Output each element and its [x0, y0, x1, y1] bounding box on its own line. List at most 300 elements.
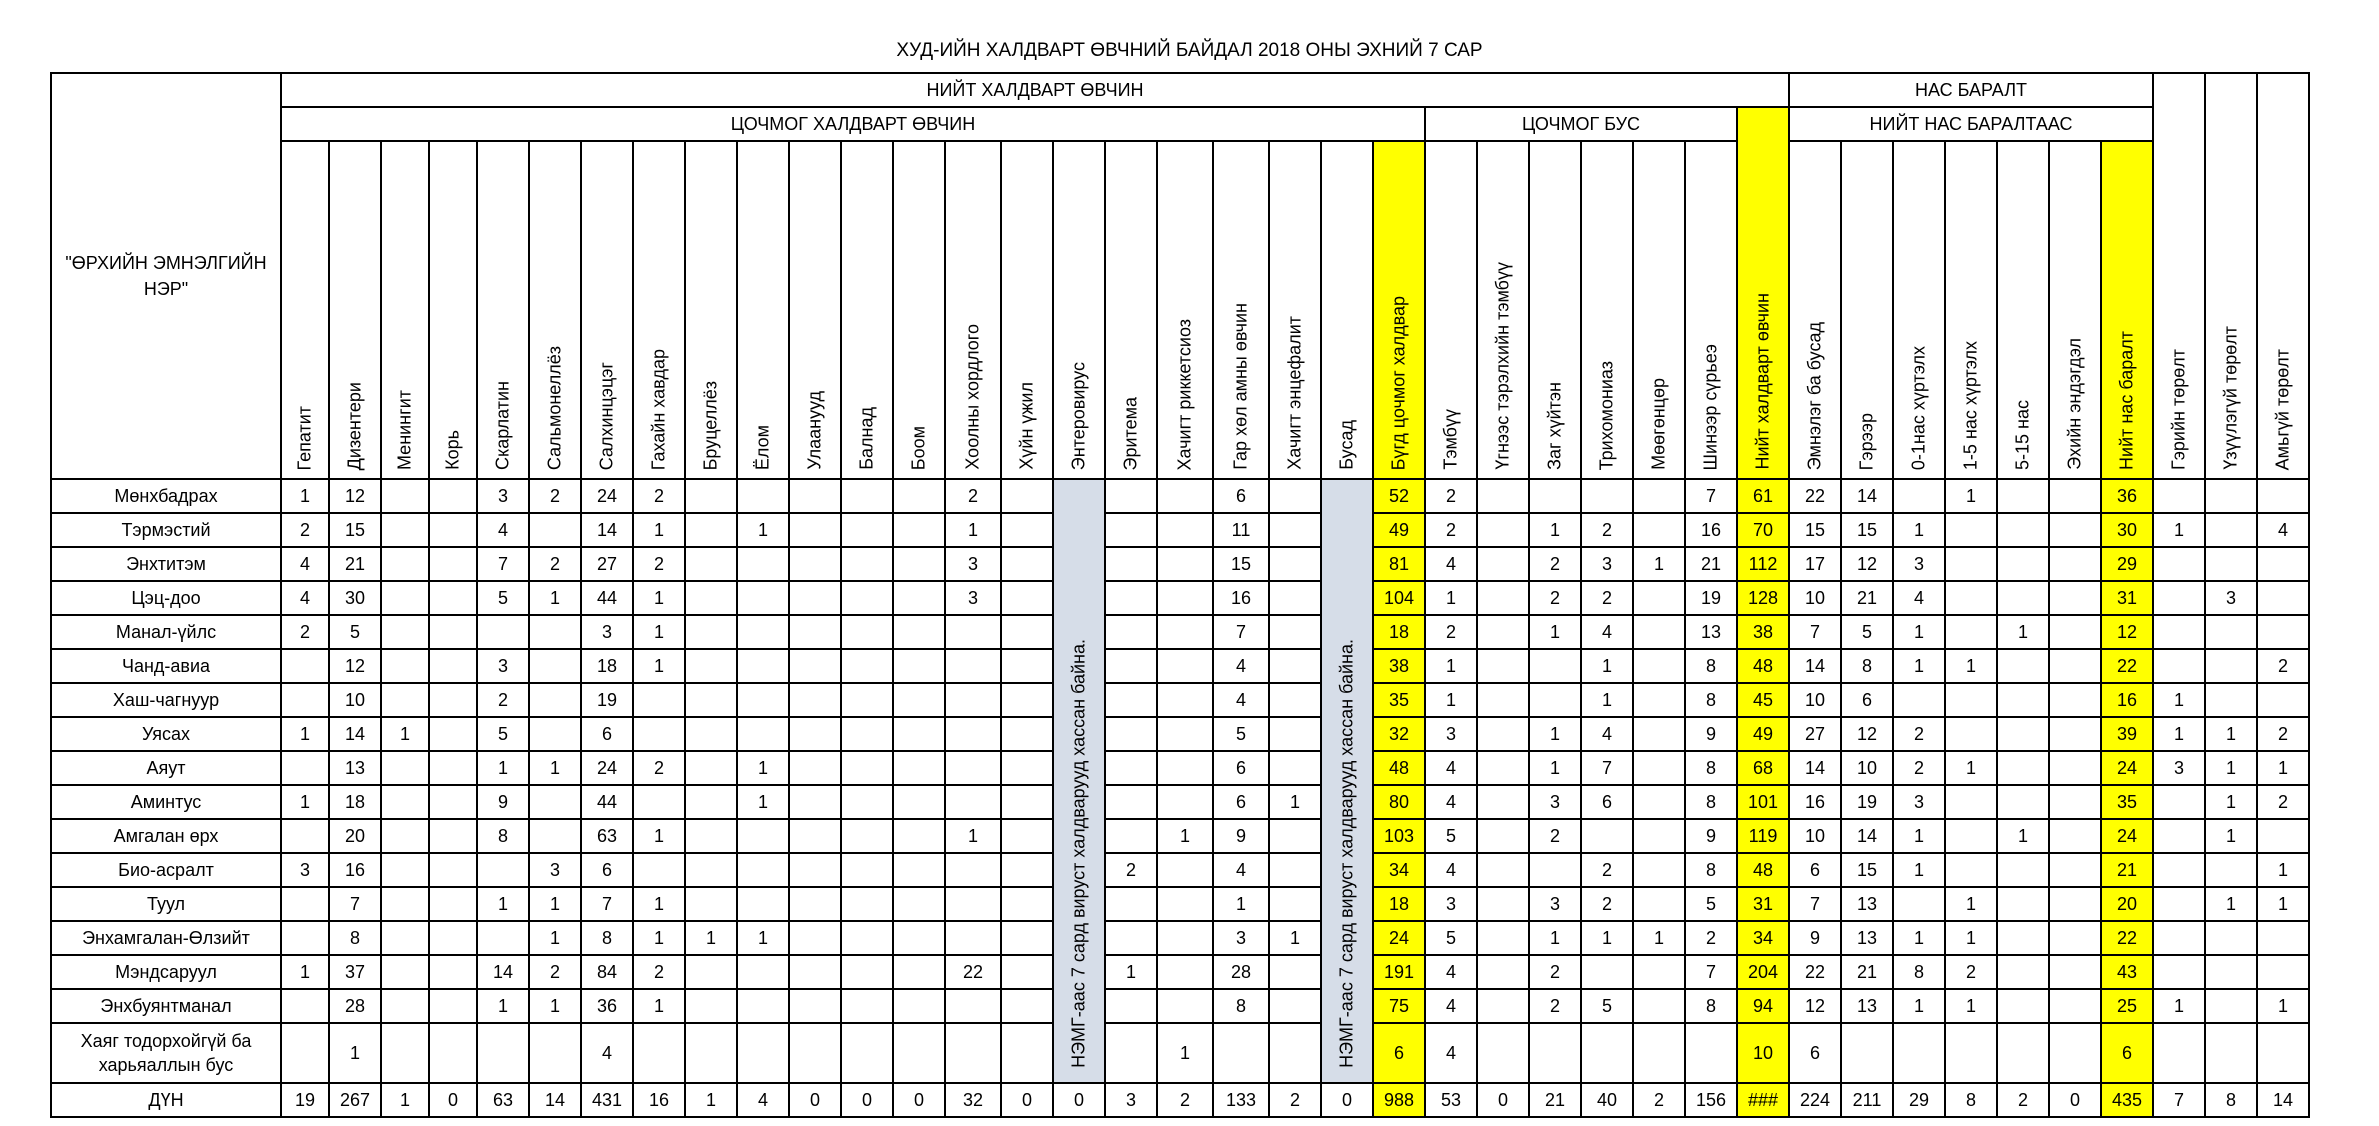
col-header-37: Үзүүлэгүй төрөлт — [2205, 73, 2257, 479]
cell — [685, 1023, 737, 1083]
total-cell: 0 — [1321, 1083, 1373, 1117]
cell: 1 — [1529, 751, 1581, 785]
cell — [2049, 649, 2101, 683]
cell: 8 — [1841, 649, 1893, 683]
cell — [1477, 955, 1529, 989]
cell: 1 — [1893, 819, 1945, 853]
cell — [281, 683, 329, 717]
cell: 6 — [1213, 785, 1269, 819]
cell: 103 — [1373, 819, 1425, 853]
cell: 24 — [1373, 921, 1425, 955]
cell — [1893, 1023, 1945, 1083]
cell — [429, 955, 477, 989]
col-header-27: Шинээр сүрьеэ — [1685, 141, 1737, 479]
total-cell: 431 — [581, 1083, 633, 1117]
cell — [2205, 1023, 2257, 1083]
cell — [381, 581, 429, 615]
cell — [1269, 547, 1321, 581]
cell — [685, 581, 737, 615]
cell — [429, 887, 477, 921]
cell: 1 — [1529, 513, 1581, 547]
cell — [737, 717, 789, 751]
cell: 49 — [1737, 717, 1789, 751]
cell — [1001, 581, 1053, 615]
cell: 1 — [1157, 1023, 1213, 1083]
cell: 1 — [1893, 989, 1945, 1023]
cell: 2 — [2257, 649, 2309, 683]
cell — [1269, 649, 1321, 683]
cell: 5 — [477, 717, 529, 751]
cell — [633, 853, 685, 887]
cell: 128 — [1737, 581, 1789, 615]
col-header-11: Балнад — [841, 141, 893, 479]
cell — [1001, 819, 1053, 853]
cell — [841, 819, 893, 853]
cell — [1477, 547, 1529, 581]
cell — [737, 1023, 789, 1083]
cell: 2 — [1893, 717, 1945, 751]
cell — [381, 989, 429, 1023]
acute-header: ЦОЧМОГ ХАЛДВАРТ ӨВЧИН — [281, 107, 1425, 141]
cell — [841, 955, 893, 989]
cell — [789, 1023, 841, 1083]
cell: 4 — [1425, 989, 1477, 1023]
cell — [477, 921, 529, 955]
cell — [685, 853, 737, 887]
cell: 22 — [1789, 479, 1841, 513]
cell — [1633, 717, 1685, 751]
hospital-name: Амгалан өрх — [51, 819, 281, 853]
col-header-22: Тэмбүү — [1425, 141, 1477, 479]
cell — [2205, 615, 2257, 649]
cell: 27 — [1789, 717, 1841, 751]
total-cell: 133 — [1213, 1083, 1269, 1117]
cell — [1633, 1023, 1685, 1083]
cell — [685, 887, 737, 921]
cell: 2 — [633, 547, 685, 581]
cell — [429, 921, 477, 955]
cell: 4 — [1581, 615, 1633, 649]
cell: 70 — [1737, 513, 1789, 547]
cell: 24 — [581, 751, 633, 785]
cell — [2257, 921, 2309, 955]
cell: 2 — [1581, 887, 1633, 921]
cell: 35 — [1373, 683, 1425, 717]
cell — [789, 819, 841, 853]
total-cell: 988 — [1373, 1083, 1425, 1117]
cell: 2 — [633, 751, 685, 785]
cell: 7 — [1685, 955, 1737, 989]
total-cell: 156 — [1685, 1083, 1737, 1117]
cell — [1945, 1023, 1997, 1083]
cell — [1105, 649, 1157, 683]
cell: 8 — [1213, 989, 1269, 1023]
cell — [1157, 581, 1213, 615]
cell — [1945, 615, 1997, 649]
cell — [1105, 513, 1157, 547]
cell — [429, 989, 477, 1023]
cell — [1997, 717, 2049, 751]
cell: 12 — [2101, 615, 2153, 649]
cell — [945, 683, 1001, 717]
cell — [429, 853, 477, 887]
cell — [1997, 1023, 2049, 1083]
cell: 14 — [477, 955, 529, 989]
cell — [1633, 989, 1685, 1023]
cell — [2049, 921, 2101, 955]
cell — [429, 513, 477, 547]
cell — [789, 479, 841, 513]
cell — [2049, 547, 2101, 581]
cell: 1 — [1425, 649, 1477, 683]
cell — [1529, 853, 1581, 887]
total-cell: 211 — [1841, 1083, 1893, 1117]
cell — [429, 785, 477, 819]
total-cell: 8 — [1945, 1083, 1997, 1117]
cell — [1477, 649, 1529, 683]
cell: 1 — [1269, 921, 1321, 955]
cell: 22 — [945, 955, 1001, 989]
cell — [1529, 683, 1581, 717]
cell: 2 — [529, 479, 581, 513]
hospital-name: Туул — [51, 887, 281, 921]
cell — [893, 581, 945, 615]
cell — [893, 513, 945, 547]
cell — [841, 615, 893, 649]
cell — [281, 649, 329, 683]
hospital-name: Энхтитэм — [51, 547, 281, 581]
cell — [1105, 547, 1157, 581]
cell: 15 — [329, 513, 381, 547]
total-cell: 63 — [477, 1083, 529, 1117]
cell: 1 — [1997, 819, 2049, 853]
col-header-35: Нийт нас баралт — [2101, 141, 2153, 479]
cell: 12 — [329, 479, 381, 513]
cell: 1 — [633, 649, 685, 683]
cell — [1001, 547, 1053, 581]
col-header-29: Эмнэлэг ба бусад — [1789, 141, 1841, 479]
cell — [1997, 785, 2049, 819]
cell — [893, 751, 945, 785]
non-acute-header: ЦОЧМОГ БУС — [1425, 107, 1737, 141]
cell — [1997, 683, 2049, 717]
cell — [281, 751, 329, 785]
cell: 1 — [2205, 819, 2257, 853]
cell — [1633, 785, 1685, 819]
col-header-15: Энтеровирус — [1053, 141, 1105, 479]
cell: 2 — [1581, 581, 1633, 615]
cell — [1001, 479, 1053, 513]
cell — [633, 785, 685, 819]
cell — [685, 615, 737, 649]
cell: 21 — [329, 547, 381, 581]
cell: 104 — [1373, 581, 1425, 615]
table-row — [51, 955, 2309, 989]
cell — [1157, 887, 1213, 921]
cell — [1997, 887, 2049, 921]
cell — [1269, 1023, 1321, 1083]
cell — [1997, 513, 2049, 547]
cell: 12 — [329, 649, 381, 683]
cell: 1 — [2153, 513, 2205, 547]
cell: 18 — [581, 649, 633, 683]
cell: 2 — [1945, 955, 1997, 989]
cell: 1 — [281, 785, 329, 819]
cell: 1 — [2153, 683, 2205, 717]
cell — [789, 955, 841, 989]
cell — [381, 921, 429, 955]
col-header-36: Гэрийн төрөлт — [2153, 73, 2205, 479]
hospital-name: Энхбуянтманал — [51, 989, 281, 1023]
cell — [2205, 955, 2257, 989]
cell — [1269, 751, 1321, 785]
hospital-name: Био-асралт — [51, 853, 281, 887]
cell: 3 — [529, 853, 581, 887]
cell: 4 — [1425, 1023, 1477, 1083]
total-cell: 19 — [281, 1083, 329, 1117]
cell: 7 — [1581, 751, 1633, 785]
cell: 14 — [1789, 649, 1841, 683]
cell — [1105, 989, 1157, 1023]
cell: 10 — [1737, 1023, 1789, 1083]
cell — [2049, 955, 2101, 989]
cell: 2 — [1105, 853, 1157, 887]
cell: 3 — [1529, 785, 1581, 819]
cell — [893, 717, 945, 751]
cell — [1157, 785, 1213, 819]
cell — [2153, 581, 2205, 615]
cell — [1105, 717, 1157, 751]
cell — [841, 547, 893, 581]
cell: 2 — [1425, 513, 1477, 547]
cell — [2049, 989, 2101, 1023]
cell — [685, 819, 737, 853]
cell: 21 — [2101, 853, 2153, 887]
cell — [1269, 581, 1321, 615]
col-header-19: Хачигт энцефалит — [1269, 141, 1321, 479]
cell — [2205, 479, 2257, 513]
cell: 21 — [1841, 955, 1893, 989]
cell: 37 — [329, 955, 381, 989]
cell: 3 — [945, 581, 1001, 615]
cell — [429, 717, 477, 751]
cell: 21 — [1841, 581, 1893, 615]
cell: 4 — [1213, 683, 1269, 717]
cell — [1633, 513, 1685, 547]
cell — [477, 853, 529, 887]
cell — [2153, 785, 2205, 819]
total-cell: 0 — [893, 1083, 945, 1117]
hospital-name: Чанд-авиа — [51, 649, 281, 683]
cell — [945, 853, 1001, 887]
cell: 8 — [477, 819, 529, 853]
cell: 5 — [329, 615, 381, 649]
cell: 2 — [1581, 513, 1633, 547]
cell: 7 — [1685, 479, 1737, 513]
cell — [1105, 751, 1157, 785]
hospital-name: Хаш-чагнуур — [51, 683, 281, 717]
cell: 1 — [2257, 989, 2309, 1023]
cell — [1105, 921, 1157, 955]
col-header-8: Бруцеллёз — [685, 141, 737, 479]
cell: 4 — [2257, 513, 2309, 547]
col-header-31: 0-1нас хүртэлх — [1893, 141, 1945, 479]
cell: 18 — [329, 785, 381, 819]
cell: 1 — [1633, 921, 1685, 955]
cell: 75 — [1373, 989, 1425, 1023]
cell: 7 — [581, 887, 633, 921]
cell — [1633, 819, 1685, 853]
cell — [281, 921, 329, 955]
cell: 15 — [1841, 513, 1893, 547]
col-header-20: Бусад — [1321, 141, 1373, 479]
cell: 5 — [1425, 921, 1477, 955]
cell — [893, 955, 945, 989]
cell: 2 — [281, 513, 329, 547]
cell: 12 — [1789, 989, 1841, 1023]
cell — [1001, 683, 1053, 717]
cell — [2049, 1023, 2101, 1083]
cell: 1 — [1893, 921, 1945, 955]
cell — [893, 853, 945, 887]
cell: 112 — [1737, 547, 1789, 581]
cell — [1157, 547, 1213, 581]
total-cell: 40 — [1581, 1083, 1633, 1117]
cell — [1633, 887, 1685, 921]
cell: 1 — [633, 921, 685, 955]
col-header-21: Бүгд цочмог халдвар — [1373, 141, 1425, 479]
cell — [281, 1023, 329, 1083]
cell: 4 — [1425, 955, 1477, 989]
cell — [685, 547, 737, 581]
cell: 13 — [1841, 989, 1893, 1023]
col-header-18: Гар хөл амны өвчин — [1213, 141, 1269, 479]
cell — [1269, 717, 1321, 751]
cell — [945, 1023, 1001, 1083]
cell: 1 — [1529, 615, 1581, 649]
cell: 1 — [1893, 513, 1945, 547]
cell: 1 — [737, 921, 789, 955]
cell — [737, 683, 789, 717]
cell — [429, 683, 477, 717]
cell — [1157, 683, 1213, 717]
total-cell: 0 — [1053, 1083, 1105, 1117]
cell: 80 — [1373, 785, 1425, 819]
cell: 38 — [1373, 649, 1425, 683]
cell: 1 — [2257, 887, 2309, 921]
deaths-header: НАС БАРАЛТ — [1789, 73, 2153, 107]
hospital-name: Уясах — [51, 717, 281, 751]
cell — [1633, 683, 1685, 717]
cell: 1 — [1213, 887, 1269, 921]
cell: 81 — [1373, 547, 1425, 581]
cell: 1 — [2153, 717, 2205, 751]
table-row — [51, 615, 2309, 649]
cell — [2153, 921, 2205, 955]
cell: 30 — [2101, 513, 2153, 547]
cell — [1157, 513, 1213, 547]
cell — [633, 717, 685, 751]
cell: 16 — [329, 853, 381, 887]
cell — [685, 785, 737, 819]
cell — [2153, 649, 2205, 683]
cell — [1269, 683, 1321, 717]
cell: 1 — [529, 887, 581, 921]
cell — [1001, 751, 1053, 785]
cell — [841, 683, 893, 717]
cell — [1945, 683, 1997, 717]
cell — [381, 513, 429, 547]
cell — [789, 717, 841, 751]
cell: 44 — [581, 581, 633, 615]
cell — [893, 819, 945, 853]
cell: 18 — [1373, 887, 1425, 921]
cell — [1477, 615, 1529, 649]
cell: 1 — [737, 785, 789, 819]
cell: 8 — [1893, 955, 1945, 989]
cell — [429, 751, 477, 785]
cell — [737, 649, 789, 683]
cell — [789, 683, 841, 717]
cell: 19 — [581, 683, 633, 717]
cell — [477, 615, 529, 649]
cell — [841, 649, 893, 683]
cell: 1 — [1945, 887, 1997, 921]
cell — [1841, 1023, 1893, 1083]
cell — [1633, 751, 1685, 785]
cell: 15 — [1789, 513, 1841, 547]
col-header-38: Амьгүй төрөлт — [2257, 73, 2309, 479]
cell: 39 — [2101, 717, 2153, 751]
cell — [381, 785, 429, 819]
cell: 2 — [477, 683, 529, 717]
cell: 1 — [2205, 751, 2257, 785]
cell — [2153, 955, 2205, 989]
total-cell: 8 — [2205, 1083, 2257, 1117]
cell: 3 — [477, 479, 529, 513]
cell — [2257, 581, 2309, 615]
cell — [945, 615, 1001, 649]
cell: 10 — [1789, 581, 1841, 615]
total-cell: 14 — [2257, 1083, 2309, 1117]
cell: 32 — [1373, 717, 1425, 751]
cell: 34 — [1737, 921, 1789, 955]
hospital-name: Тэрмэстий — [51, 513, 281, 547]
hospital-name: Цэц-доо — [51, 581, 281, 615]
cell: 1 — [1945, 751, 1997, 785]
cell: 2 — [281, 615, 329, 649]
cell: 24 — [581, 479, 633, 513]
cell: 8 — [1685, 683, 1737, 717]
cell — [1581, 819, 1633, 853]
total-label: ДҮН — [51, 1083, 281, 1117]
cell — [281, 819, 329, 853]
cell: 2 — [1425, 615, 1477, 649]
cell — [2257, 683, 2309, 717]
cell — [1269, 819, 1321, 853]
hospital-name: Аяут — [51, 751, 281, 785]
cell — [1997, 955, 2049, 989]
cell: 24 — [2101, 751, 2153, 785]
cell — [381, 649, 429, 683]
cell — [529, 1023, 581, 1083]
cell — [1581, 955, 1633, 989]
cell — [789, 921, 841, 955]
cell — [2153, 887, 2205, 921]
cell: 17 — [1789, 547, 1841, 581]
cell: 6 — [2101, 1023, 2153, 1083]
cell: 4 — [1581, 717, 1633, 751]
